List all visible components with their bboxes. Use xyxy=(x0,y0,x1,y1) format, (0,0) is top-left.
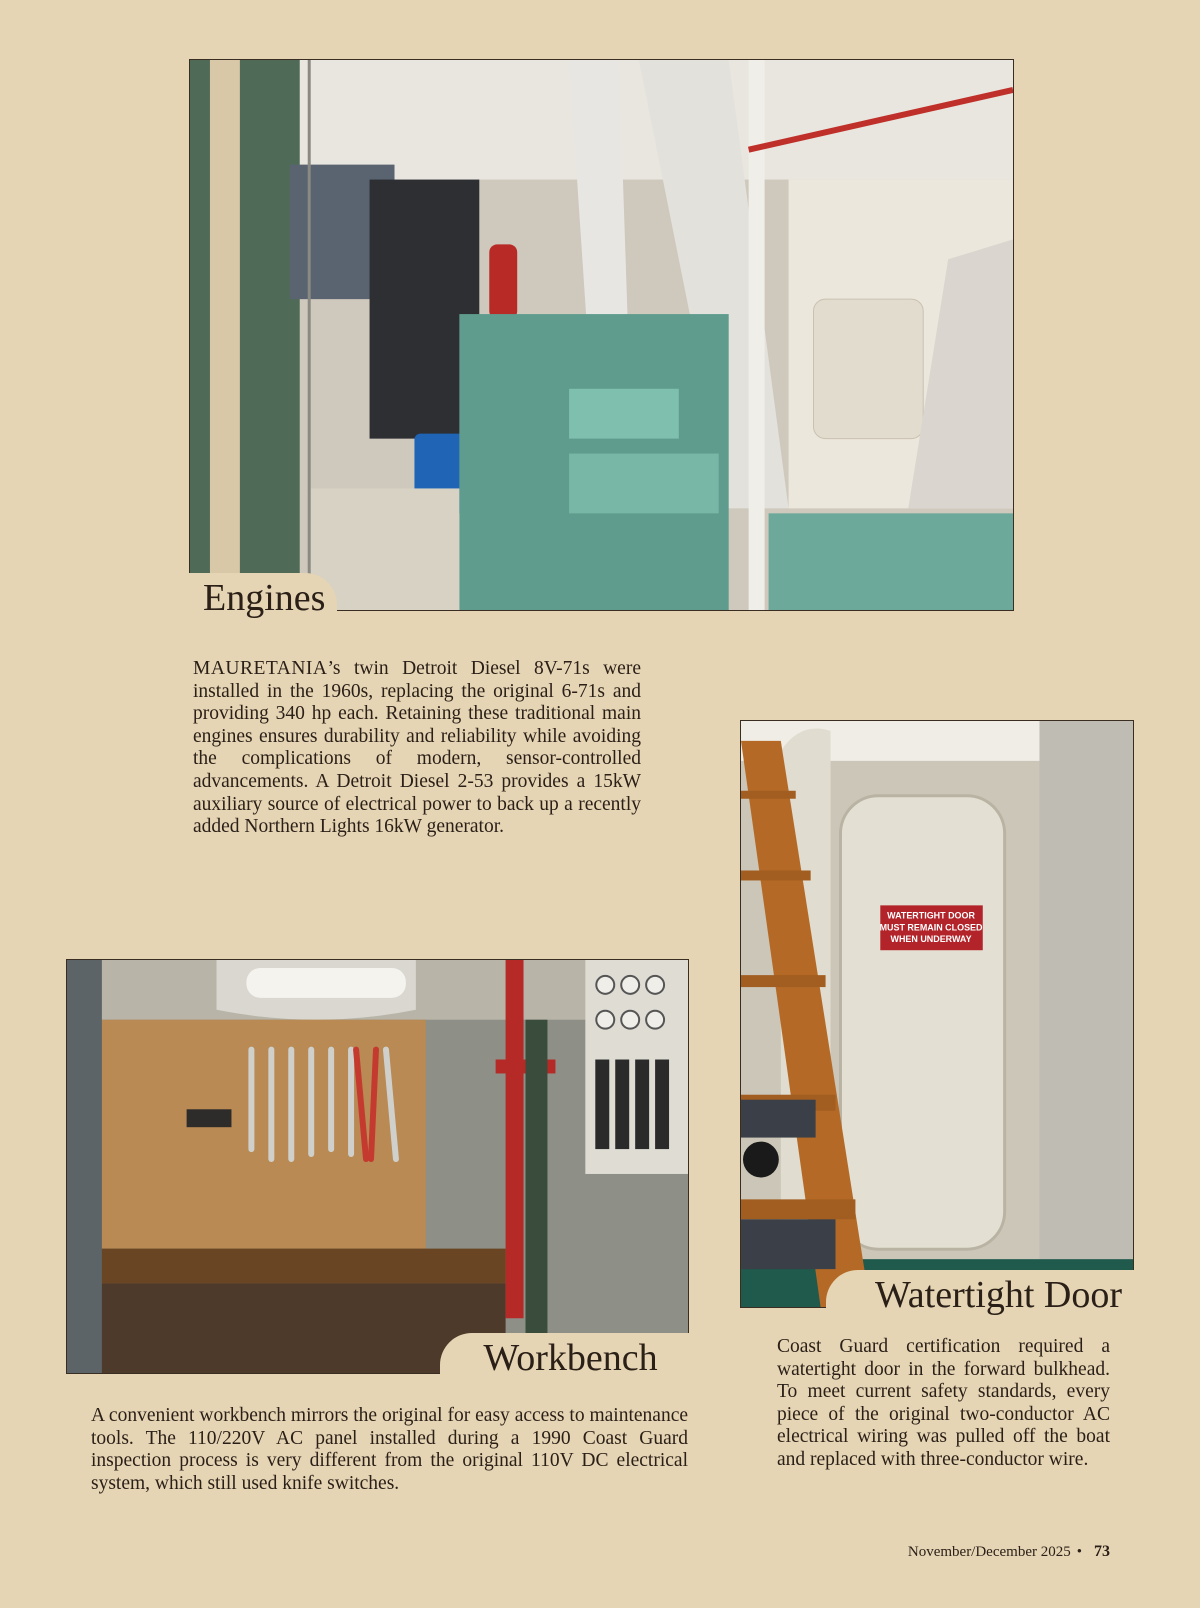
door-sign-line-1: WATERTIGHT DOOR xyxy=(887,910,975,921)
page-number: 73 xyxy=(1094,1543,1110,1560)
footer-separator: • xyxy=(1076,1544,1082,1560)
engines-photo xyxy=(189,59,1014,611)
watertight-door-photo xyxy=(740,720,1134,1308)
door-sign-line-2: MUST REMAIN CLOSED xyxy=(879,922,983,933)
door-sign-line-3: WHEN UNDERWAY xyxy=(890,934,972,945)
watertight-door-caption: Watertight Door xyxy=(826,1270,1146,1320)
engines-caption: Engines xyxy=(189,573,337,623)
page-footer xyxy=(908,1543,1110,1561)
engines-body-text xyxy=(193,658,641,839)
engines-body: ’s twin Detroit Diesel 8V-71s were installed in the 1960s, replacing the original 6-71s and providing 340 hp each. Retaining these traditional main engines ensures durability and reliability while avoiding the complications of modern, sensor-controlled advancements. A Detroit Diesel 2-53 provides a 15kW auxiliary source of electrical power to back up a recently added Northern Lights 16kW generator. xyxy=(193,658,641,838)
watertight-door-body: Coast Guard certification required a watertight door in the forward bulkhead. To meet current safety standards, every piece of the original two-conductor AC electrical wiring was pulled off the boat and replaced with three-conductor wire. xyxy=(777,1336,1110,1470)
boat-name: MAURETANIA xyxy=(193,658,328,679)
issue-date: November/December 2025 xyxy=(907,1544,1071,1560)
workbench-caption: Workbench xyxy=(440,1333,701,1383)
workbench-body: A convenient workbench mirrors the original for easy access to maintenance tools. The 110/220V AC panel installed during a 1990 Coast Guard inspection process is very different from the original 110V DC electrical system, which still used knife switches. xyxy=(91,1405,688,1494)
workbench-photo xyxy=(66,959,689,1374)
